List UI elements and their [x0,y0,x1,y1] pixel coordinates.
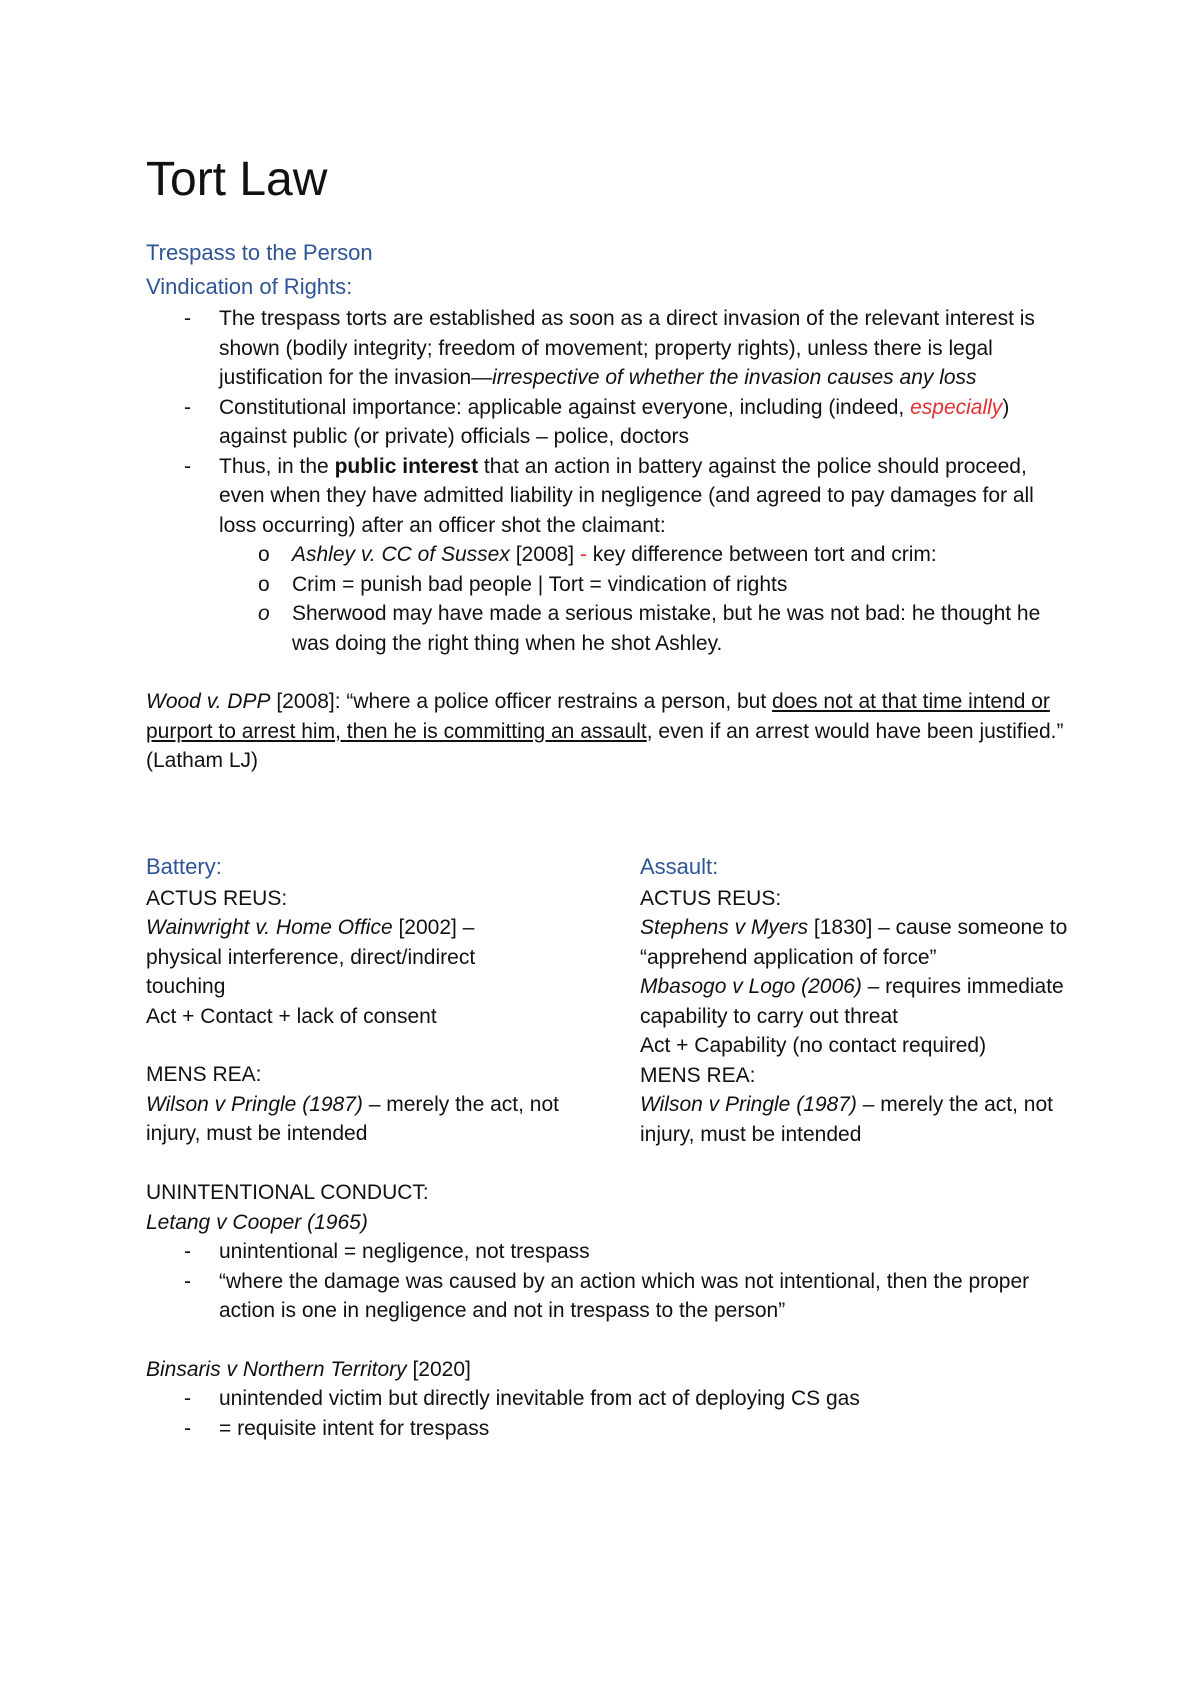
unintentional-heading: UNINTENTIONAL CONDUCT: [146,1181,429,1204]
sub-list-item [146,599,1076,658]
battery-heading: Battery: [146,853,222,879]
dash-bullet: - [184,1240,191,1263]
section-heading-vindication: Vindication of Rights: [146,274,353,299]
case-line [640,913,1076,972]
case-name: Mbasogo v Logo (2006) [640,975,862,998]
vindication-list [146,304,1076,658]
unintentional-list [146,1237,1076,1326]
list-item [146,304,1076,393]
assault-heading: Assault: [640,853,719,879]
case-name: Stephens v Myers [640,916,809,939]
case-name: Wainwright v. Home Office [146,916,393,939]
sub-list-item [146,540,1076,570]
case-year: [2020] [406,1357,471,1381]
case-text: [2002] – physical interference, direct/indirect touching [146,916,476,998]
dash-bullet: - [184,1387,191,1410]
actus-reus-label: ACTUS REUS: [640,886,782,910]
dash-bullet: - [184,454,191,478]
item-text: unintentional = negligence, not trespass [219,1240,590,1263]
circle-bullet: o [258,543,270,566]
case-text: – requires immediate capability to carry out threat [640,975,1064,1028]
case-text: – merely the act, not injury, must be intended [146,1092,560,1145]
document-page [146,150,1076,1443]
item-text: The trespass torts are established as soon as a direct invasion of the relevant interest is shown (bodily integrity; freedom of movement; property rights), unless there is legal justification for the invasion— [219,307,1035,389]
case-name: Wilson v Pringle (1987) [640,1093,857,1116]
dash-bullet: - [184,395,191,419]
item-text: Constitutional importance: applicable against everyone, including (indeed, [219,395,911,419]
binsaris-list [146,1384,1076,1443]
quote-text: [2008]: “where a police officer restrains a person, but [270,690,773,713]
case-name: Letang v Cooper (1965) [146,1210,368,1234]
item-bold: public interest [334,454,479,478]
item-text: Sherwood may have made a serious mistake, but he was not bad: he thought he was doing the right thing when he shot Ashley. [292,602,1041,655]
case-line [146,913,516,1002]
case-year: [2008] [509,543,580,566]
item-text: key difference between tort and crim: [586,543,937,566]
item-text-end: that an action in battery against the police should proceed, even when they have admitted liability in negligence (and agreed to pay damages for all loss occurring) after an officer shot the claimant: [219,454,1034,537]
circle-bullet: o [258,572,270,596]
item-text: Thus, in the [219,454,335,478]
formula-line: Act + Capability (no contact required) [640,1034,987,1057]
mens-rea-label: MENS REA: [146,1063,262,1086]
case-name: Binsaris v Northern Territory [146,1357,407,1381]
case-text: – merely the act, not injury, must be intended [640,1093,1054,1146]
item-text: = requisite intent for trespass [219,1416,490,1440]
sub-list-item [146,570,1076,600]
item-text: Crim = punish bad people | Tort = vindication of rights [292,572,788,596]
list-item [146,452,1076,659]
binsaris-case [146,1355,1076,1385]
section-heading-trespass: Trespass to the Person [146,240,373,265]
battery-assault-columns [146,850,1076,1150]
case-name: Wood v. DPP [146,690,271,713]
item-text: “where the damage was caused by an action which was not intentional, then the proper action is one in negligence and not in trespass to the person” [219,1269,1030,1322]
wood-quote [146,687,1076,776]
case-name: Wilson v Pringle (1987) [146,1092,363,1116]
battery-column [146,850,640,1150]
case-line [146,1090,566,1149]
quote-underlined: does not at that time intend or purport to arrest him, then he is committing an assault [146,690,1050,743]
case-text: [1830] – cause someone to “apprehend application of force” [640,916,1068,969]
quote-rest: , even if an arrest would have been justified.” (Latham LJ) [146,719,1064,772]
item-text-end: ) against public (or private) officials – police, doctors [219,395,1010,448]
list-item [146,1414,1076,1444]
formula-line: Act + Contact + lack of consent [146,1004,437,1028]
dash-bullet: - [184,1416,191,1440]
case-line [640,972,1076,1031]
actus-reus-label: ACTUS REUS: [146,886,288,910]
sub-list [146,540,1076,658]
assault-column [640,850,1076,1150]
mens-rea-label: MENS REA: [640,1063,756,1087]
circle-bullet: o [258,602,270,625]
document-title: Tort Law [146,153,328,206]
list-item [146,1237,1076,1267]
red-dash: - [579,543,587,566]
case-name: Ashley v. CC of Sussex [292,543,510,566]
dash-bullet: - [184,307,191,330]
item-emphasis: especially [910,395,1003,419]
item-text: unintended victim but directly inevitable from act of deploying CS gas [219,1387,860,1410]
list-item [146,1267,1076,1326]
list-item [146,393,1076,452]
list-item [146,1384,1076,1414]
item-italic: irrespective of whether the invasion causes any loss [492,366,977,389]
case-line [640,1090,1060,1149]
dash-bullet: - [184,1269,191,1293]
